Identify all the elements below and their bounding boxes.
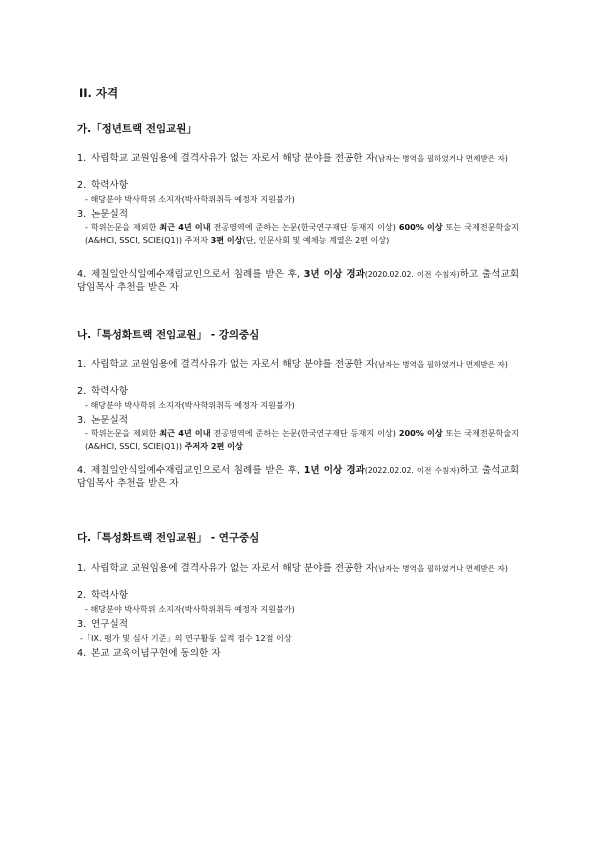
section-title-ga: 가.「정년트랙 전임교원」 (77, 123, 197, 135)
list-item: 3. 논문실적 (77, 209, 129, 220)
list-subitem: - 해당분야 박사학위 소지자(박사학위취득 예정자 지원불가) (85, 604, 295, 614)
list-item: 1. 사립학교 교원임용에 결격사유가 없는 자로서 해당 분야를 전공한 자(남자는 병역을 필하였거나 면제받은 자) (77, 153, 508, 164)
section-heading: II. 자격 (79, 86, 119, 100)
list-item: 3. 연구실적 (77, 619, 129, 630)
list-subitem: -「IX. 평가 및 심사 기준」의 연구활동 실적 점수 12점 이상 (80, 633, 292, 643)
list-subitem: - 해당분야 박사학위 소지자(박사학위취득 예정자 지원불가) (85, 400, 295, 410)
list-item: 4. 제칠일안식일예수재림교인으로서 침례를 받은 후, 1년 이상 경과(2022.02.02. 이전 수침자)하고 출석교회 담임목사 추천을 받은 자 (77, 465, 519, 489)
list-item: 2. 학력사항 (77, 180, 129, 191)
section-title-na: 나.「특성화트랙 전임교원」 - 강의중심 (77, 329, 260, 341)
section-title-da: 다.「특성화트랙 전임교원」 - 연구중심 (77, 532, 260, 544)
list-item: 2. 학력사항 (77, 590, 129, 601)
list-item: 1. 사립학교 교원임용에 결격사유가 없는 자로서 해당 분야를 전공한 자(남자는 병역을 필하였거나 면제받은 자) (77, 359, 508, 370)
list-item: 4. 제칠일안식일예수재림교인으로서 침례를 받은 후, 3년 이상 경과(2020.02.02. 이전 수침자)하고 출석교회 담임목사 추천을 받은 자 (77, 269, 519, 293)
list-subitem: - 학위논문을 제외한 최근 4년 이내 전공영역에 준하는 논문(한국연구재단 등재지 이상) 600% 이상 또는 국제전문학술지(A&HCI, SSCI, SCIE(Q1)) 주저자 3편 이상(단, 인문사회 및 예체능 계열은 2편 이상) (85, 222, 519, 245)
list-subitem: - 학위논문을 제외한 최근 4년 이내 전공영역에 준하는 논문(한국연구재단 등재지 이상) 200% 이상 또는 국제전문학술지(A&HCI, SSCI, SCIE(Q1)) 주저자 2편 이상 (85, 428, 519, 451)
list-item: 2. 학력사항 (77, 386, 129, 397)
list-subitem: - 해당분야 박사학위 소지자(박사학위취득 예정자 지원불가) (85, 194, 295, 204)
list-item: 4. 본교 교육이념구현에 동의한 자 (77, 648, 221, 659)
list-item: 1. 사립학교 교원임용에 결격사유가 없는 자로서 해당 분야를 전공한 자(남자는 병역을 필하였거나 면제받은 자) (77, 563, 508, 574)
list-item: 3. 논문실적 (77, 415, 129, 426)
